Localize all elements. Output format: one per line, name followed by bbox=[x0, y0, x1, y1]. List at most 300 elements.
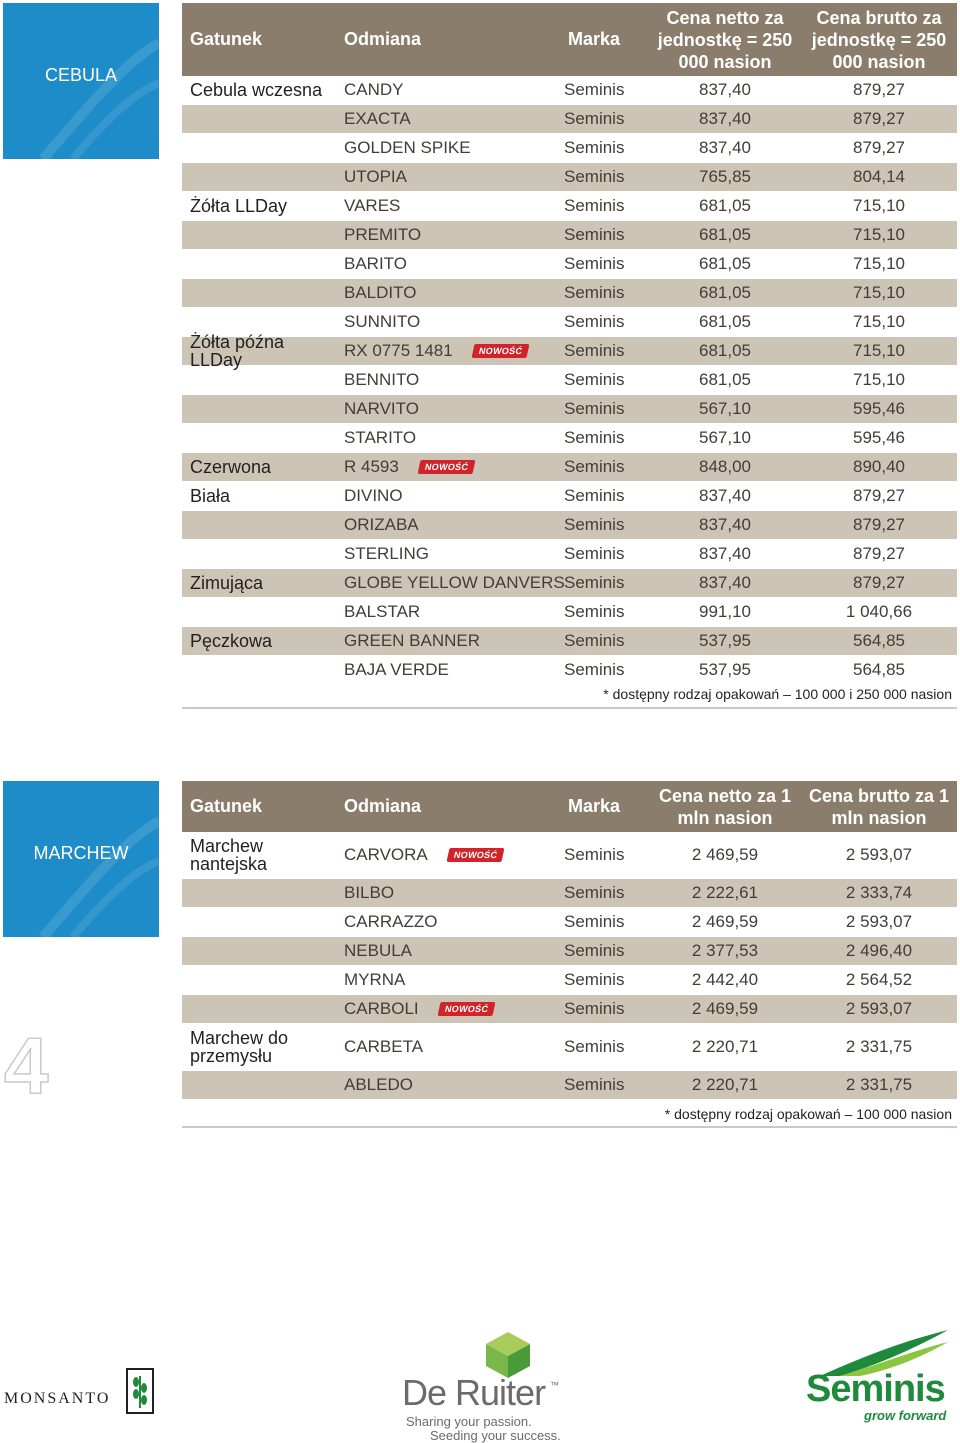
variety-text: STERLING bbox=[344, 544, 430, 563]
gross-price-cell bbox=[804, 192, 954, 220]
brand-text: Seminis bbox=[564, 312, 625, 331]
gross-price-cell bbox=[804, 163, 954, 191]
brand-text: Seminis bbox=[564, 341, 625, 360]
net-text: 848,00 bbox=[699, 457, 751, 476]
variety-text: ABLEDO bbox=[344, 1075, 413, 1094]
species-cell bbox=[190, 540, 340, 568]
variety-cell bbox=[344, 453, 474, 481]
variety-text: CARRAZZO bbox=[344, 912, 438, 931]
variety-text: CARBETA bbox=[344, 1037, 424, 1056]
variety-cell bbox=[344, 908, 438, 936]
brand-cell bbox=[564, 395, 624, 423]
brand-cell bbox=[564, 76, 624, 104]
net-price-cell bbox=[650, 540, 800, 568]
gross-text: 879,27 bbox=[853, 80, 905, 99]
gross-text: 2 593,07 bbox=[845, 999, 913, 1018]
header-odmiana: Odmiana bbox=[344, 29, 422, 49]
seminis-tagline: grow forward bbox=[864, 1408, 947, 1423]
gross-price-cell bbox=[804, 105, 954, 133]
species-cell bbox=[190, 366, 340, 394]
gross-price-cell bbox=[804, 879, 954, 907]
table-row bbox=[182, 656, 957, 685]
table-row bbox=[182, 598, 957, 627]
net-price-cell bbox=[650, 366, 800, 394]
brand-text: Seminis bbox=[564, 486, 625, 505]
brand-text: Seminis bbox=[564, 1037, 625, 1056]
brand-cell bbox=[564, 482, 624, 510]
brand-cell bbox=[564, 966, 624, 994]
table-row bbox=[182, 76, 957, 105]
brand-text: Seminis bbox=[564, 515, 625, 534]
net-text: 567,10 bbox=[699, 428, 751, 447]
species-cell bbox=[190, 569, 340, 597]
brand-cell bbox=[564, 250, 624, 278]
gross-text: 2 331,75 bbox=[845, 1075, 913, 1094]
brand-cell bbox=[564, 134, 624, 162]
net-price-cell bbox=[650, 76, 800, 104]
variety-cell bbox=[344, 879, 394, 907]
gross-text: 2 331,75 bbox=[845, 1037, 913, 1056]
table-row bbox=[182, 366, 957, 395]
marchew-bottom-rule bbox=[182, 1126, 957, 1128]
gross-text: 715,10 bbox=[853, 254, 905, 273]
gross-price-cell bbox=[804, 832, 954, 878]
species-cell bbox=[190, 598, 340, 626]
gross-price-cell bbox=[804, 569, 954, 597]
net-text: 2 469,59 bbox=[691, 912, 759, 931]
variety-cell bbox=[344, 569, 565, 597]
variety-cell bbox=[344, 627, 480, 655]
gross-text: 879,27 bbox=[853, 486, 905, 505]
marchew-price-table bbox=[182, 781, 957, 1100]
gross-price-cell bbox=[804, 995, 954, 1023]
species-cell bbox=[190, 482, 340, 510]
variety-text: UTOPIA bbox=[344, 167, 407, 186]
gross-price-cell bbox=[804, 395, 954, 423]
gross-text: 595,46 bbox=[853, 399, 905, 418]
net-price-cell bbox=[650, 221, 800, 249]
net-price-cell bbox=[650, 163, 800, 191]
gross-text: 715,10 bbox=[853, 196, 905, 215]
gross-text: 564,85 bbox=[853, 631, 905, 650]
net-text: 2 220,71 bbox=[691, 1075, 759, 1094]
brand-cell bbox=[564, 1024, 624, 1070]
net-price-cell bbox=[650, 908, 800, 936]
species-cell bbox=[190, 453, 340, 481]
species-cell bbox=[190, 627, 340, 655]
species-cell bbox=[190, 395, 340, 423]
brand-cell bbox=[564, 221, 624, 249]
table-row bbox=[182, 332, 957, 370]
gross-text: 2 496,40 bbox=[845, 941, 913, 960]
gross-text: 879,27 bbox=[853, 109, 905, 128]
brand-cell bbox=[564, 453, 624, 481]
variety-text: BENNITO bbox=[344, 370, 420, 389]
gross-price-cell bbox=[804, 337, 954, 365]
table-row bbox=[182, 250, 957, 279]
variety-cell bbox=[344, 163, 407, 191]
brand-text: Seminis bbox=[564, 370, 625, 389]
species-cell bbox=[190, 908, 340, 936]
gross-price-cell bbox=[804, 511, 954, 539]
net-text: 681,05 bbox=[699, 341, 751, 360]
species-cell bbox=[190, 1071, 340, 1099]
table-row bbox=[182, 540, 957, 569]
section-label: MARCHEW bbox=[33, 843, 129, 863]
net-text: 837,40 bbox=[699, 486, 751, 505]
species-cell bbox=[190, 424, 340, 452]
net-price-cell bbox=[650, 995, 800, 1023]
net-text: 837,40 bbox=[699, 573, 751, 592]
variety-text: NARVITO bbox=[344, 399, 419, 418]
species-cell bbox=[190, 832, 340, 878]
brand-cell bbox=[564, 163, 624, 191]
brand-text: Seminis bbox=[564, 167, 625, 186]
variety-text: MYRNA bbox=[344, 970, 406, 989]
table-row bbox=[182, 879, 957, 908]
gross-text: 879,27 bbox=[853, 138, 905, 157]
net-price-cell bbox=[650, 250, 800, 278]
net-price-cell bbox=[650, 1071, 800, 1099]
net-text: 681,05 bbox=[699, 283, 751, 302]
variety-text: BILBO bbox=[344, 883, 395, 902]
marchew-section-box bbox=[3, 781, 159, 937]
cebula-footnote: * dostępny rodzaj opakowań – 100 000 i 250 000 nasion bbox=[603, 686, 952, 702]
variety-text: ORIZABA bbox=[344, 515, 419, 534]
species-cell bbox=[190, 511, 340, 539]
species-cell bbox=[190, 250, 340, 278]
net-price-cell bbox=[650, 832, 800, 878]
gross-price-cell bbox=[804, 656, 954, 684]
species-text: Pęczkowa bbox=[190, 631, 273, 651]
species-cell bbox=[190, 966, 340, 994]
gross-price-cell bbox=[804, 134, 954, 162]
species-text: Zimująca bbox=[190, 573, 264, 593]
table-row bbox=[182, 569, 957, 598]
table-row bbox=[182, 1071, 957, 1100]
variety-cell bbox=[344, 995, 494, 1023]
gross-price-cell bbox=[804, 908, 954, 936]
species-cell bbox=[190, 995, 340, 1023]
net-price-cell bbox=[650, 337, 800, 365]
variety-text: GOLDEN SPIKE bbox=[344, 138, 471, 157]
net-text: 837,40 bbox=[699, 138, 751, 157]
header-brutto: Cena brutto za 1 mln nasion bbox=[808, 785, 950, 828]
net-price-cell bbox=[650, 879, 800, 907]
table-row bbox=[182, 908, 957, 937]
gross-text: 715,10 bbox=[853, 370, 905, 389]
variety-cell bbox=[344, 250, 407, 278]
header-gatunek: Gatunek bbox=[190, 29, 263, 49]
brand-cell bbox=[564, 308, 624, 336]
brand-cell bbox=[564, 832, 624, 878]
net-text: 681,05 bbox=[699, 312, 751, 331]
net-price-cell bbox=[650, 192, 800, 220]
variety-text: EXACTA bbox=[344, 109, 411, 128]
gross-text: 879,27 bbox=[853, 544, 905, 563]
variety-text: PREMITO bbox=[344, 225, 422, 244]
brand-cell bbox=[564, 598, 624, 626]
cebula-price-table bbox=[182, 3, 957, 685]
gross-price-cell bbox=[804, 366, 954, 394]
gross-text: 2 333,74 bbox=[845, 883, 913, 902]
wheat-icon bbox=[126, 1368, 154, 1414]
variety-cell bbox=[344, 105, 411, 133]
variety-cell bbox=[344, 134, 471, 162]
gross-price-cell bbox=[804, 308, 954, 336]
variety-text: GREEN BANNER bbox=[344, 631, 481, 650]
cebula-bottom-rule bbox=[182, 707, 957, 709]
gross-text: 2 593,07 bbox=[845, 845, 913, 864]
variety-text: VARES bbox=[344, 196, 401, 215]
table-header bbox=[182, 3, 957, 76]
net-price-cell bbox=[650, 453, 800, 481]
brand-text: Seminis bbox=[564, 883, 625, 902]
species-text: Żółta późna LLDay bbox=[190, 332, 285, 370]
variety-cell bbox=[344, 540, 429, 568]
gross-text: 890,40 bbox=[853, 457, 905, 476]
brand-text: Seminis bbox=[564, 80, 625, 99]
net-text: 567,10 bbox=[699, 399, 751, 418]
variety-text: DIVINO bbox=[344, 486, 403, 505]
new-badge: NOWOŚĆ bbox=[446, 848, 504, 862]
variety-cell bbox=[344, 395, 419, 423]
net-text: 837,40 bbox=[699, 80, 751, 99]
species-cell bbox=[190, 879, 340, 907]
deruiter-wordmark: De Ruiter bbox=[402, 1372, 546, 1413]
gross-price-cell bbox=[804, 424, 954, 452]
table-row bbox=[182, 995, 957, 1024]
gross-text: 2 593,07 bbox=[845, 912, 913, 931]
table-row bbox=[182, 966, 957, 995]
variety-text: BALSTAR bbox=[344, 602, 421, 621]
variety-cell bbox=[344, 76, 404, 104]
brand-cell bbox=[564, 995, 624, 1023]
species-cell bbox=[190, 76, 340, 104]
seminis-logo bbox=[806, 1328, 958, 1428]
deruiter-tm: ™ bbox=[550, 1380, 559, 1390]
brand-text: Seminis bbox=[564, 941, 625, 960]
table-row bbox=[182, 395, 957, 424]
net-text: 681,05 bbox=[699, 196, 751, 215]
net-price-cell bbox=[650, 1024, 800, 1070]
gross-price-cell bbox=[804, 279, 954, 307]
species-cell bbox=[190, 1024, 340, 1070]
table-row bbox=[182, 937, 957, 966]
gross-text: 879,27 bbox=[853, 515, 905, 534]
deruiter-tagline-1: Sharing your passion. bbox=[406, 1414, 532, 1429]
gross-price-cell bbox=[804, 1024, 954, 1070]
gross-price-cell bbox=[804, 598, 954, 626]
new-badge: NOWOŚĆ bbox=[437, 1002, 495, 1016]
gross-text: 804,14 bbox=[853, 167, 905, 186]
gross-price-cell bbox=[804, 937, 954, 965]
net-text: 991,10 bbox=[699, 602, 751, 621]
species-cell bbox=[190, 163, 340, 191]
brand-text: Seminis bbox=[564, 573, 625, 592]
variety-text: CANDY bbox=[344, 80, 404, 99]
brand-text: Seminis bbox=[564, 845, 625, 864]
net-price-cell bbox=[650, 279, 800, 307]
gross-price-cell bbox=[804, 482, 954, 510]
table-row bbox=[182, 453, 957, 482]
net-text: 2 377,53 bbox=[691, 941, 759, 960]
gross-text: 715,10 bbox=[853, 283, 905, 302]
net-text: 537,95 bbox=[699, 631, 751, 650]
variety-cell bbox=[344, 966, 405, 994]
species-text: Biała bbox=[190, 486, 231, 506]
net-text: 537,95 bbox=[699, 660, 751, 679]
species-cell bbox=[190, 105, 340, 133]
gross-text: 564,85 bbox=[853, 660, 905, 679]
variety-cell bbox=[344, 482, 403, 510]
species-cell bbox=[190, 134, 340, 162]
net-text: 2 442,40 bbox=[691, 970, 759, 989]
gross-price-cell bbox=[804, 250, 954, 278]
header-gatunek: Gatunek bbox=[190, 796, 263, 816]
monsanto-logo bbox=[4, 1368, 154, 1418]
brand-cell bbox=[564, 569, 624, 597]
net-price-cell bbox=[650, 598, 800, 626]
table-row bbox=[182, 627, 957, 656]
net-text: 2 220,71 bbox=[691, 1037, 759, 1056]
net-price-cell bbox=[650, 308, 800, 336]
brand-text: Seminis bbox=[564, 428, 625, 447]
variety-cell bbox=[344, 279, 416, 307]
table-row bbox=[182, 163, 957, 192]
net-price-cell bbox=[650, 656, 800, 684]
brand-text: Seminis bbox=[564, 109, 625, 128]
brand-cell bbox=[564, 279, 624, 307]
variety-text: SUNNITO bbox=[344, 312, 421, 331]
brand-cell bbox=[564, 337, 624, 365]
gross-price-cell bbox=[804, 627, 954, 655]
net-text: 681,05 bbox=[699, 225, 751, 244]
brand-text: Seminis bbox=[564, 631, 625, 650]
table-row bbox=[182, 1024, 957, 1071]
brand-cell bbox=[564, 908, 624, 936]
net-price-cell bbox=[650, 134, 800, 162]
brand-cell bbox=[564, 656, 624, 684]
brand-cell bbox=[564, 105, 624, 133]
net-price-cell bbox=[650, 966, 800, 994]
net-price-cell bbox=[650, 511, 800, 539]
brand-cell bbox=[564, 937, 624, 965]
gross-text: 595,46 bbox=[853, 428, 905, 447]
variety-cell bbox=[344, 598, 420, 626]
net-price-cell bbox=[650, 424, 800, 452]
table-row bbox=[182, 832, 957, 879]
net-text: 837,40 bbox=[699, 109, 751, 128]
variety-cell bbox=[344, 192, 400, 220]
brand-text: Seminis bbox=[564, 999, 625, 1018]
net-text: 837,40 bbox=[699, 515, 751, 534]
gross-text: 2 564,52 bbox=[845, 970, 913, 989]
variety-cell bbox=[344, 656, 449, 684]
brand-text: Seminis bbox=[564, 283, 625, 302]
table-row bbox=[182, 279, 957, 308]
brand-text: Seminis bbox=[564, 225, 625, 244]
table-body bbox=[182, 76, 957, 685]
variety-cell bbox=[344, 337, 528, 365]
brand-cell bbox=[564, 879, 624, 907]
variety-text: BALDITO bbox=[344, 283, 417, 302]
table-row bbox=[182, 424, 957, 453]
table-row bbox=[182, 482, 957, 511]
table-header bbox=[182, 781, 957, 832]
species-text: Żółta LLDay bbox=[190, 196, 288, 216]
gross-price-cell bbox=[804, 1071, 954, 1099]
gross-price-cell bbox=[804, 966, 954, 994]
gross-text: 1 040,66 bbox=[845, 602, 913, 621]
new-badge: NOWOŚĆ bbox=[417, 460, 475, 474]
variety-cell bbox=[344, 424, 416, 452]
header-netto: Cena netto za jednostkę = 250 000 nasion bbox=[657, 7, 793, 72]
variety-text: R 4593 bbox=[344, 457, 399, 476]
seminis-wordmark: Seminis bbox=[806, 1368, 945, 1410]
species-cell bbox=[190, 192, 340, 220]
net-price-cell bbox=[650, 395, 800, 423]
brand-text: Seminis bbox=[564, 1075, 625, 1094]
deruiter-logo bbox=[400, 1330, 570, 1442]
species-cell bbox=[190, 656, 340, 684]
monsanto-wordmark: MONSANTO bbox=[4, 1390, 111, 1407]
header-marka: Marka bbox=[568, 796, 621, 816]
table-row bbox=[182, 105, 957, 134]
brand-cell bbox=[564, 1071, 624, 1099]
variety-text: BARITO bbox=[344, 254, 407, 273]
variety-text: CARBOLI bbox=[344, 999, 419, 1018]
cebula-section-box bbox=[3, 3, 159, 159]
header-netto: Cena netto za 1 mln nasion bbox=[658, 785, 792, 828]
net-price-cell bbox=[650, 569, 800, 597]
net-text: 765,85 bbox=[699, 167, 751, 186]
table-row bbox=[182, 192, 957, 221]
brand-cell bbox=[564, 511, 624, 539]
net-text: 2 469,59 bbox=[691, 845, 759, 864]
header-marka: Marka bbox=[568, 29, 621, 49]
gross-price-cell bbox=[804, 453, 954, 481]
variety-text: STARITO bbox=[344, 428, 417, 447]
net-text: 681,05 bbox=[699, 254, 751, 273]
new-badge: NOWOŚĆ bbox=[471, 344, 529, 358]
header-odmiana: Odmiana bbox=[344, 796, 422, 816]
variety-text: GLOBE YELLOW DANVERS bbox=[344, 573, 565, 592]
species-cell bbox=[190, 332, 340, 370]
header-brutto: Cena brutto za jednostkę = 250 000 nasion bbox=[811, 7, 947, 72]
brand-text: Seminis bbox=[564, 544, 625, 563]
variety-text: BAJA VERDE bbox=[344, 660, 449, 679]
page-number: 4 bbox=[4, 1021, 49, 1110]
brand-text: Seminis bbox=[564, 254, 625, 273]
brand-cell bbox=[564, 540, 624, 568]
variety-cell bbox=[344, 511, 419, 539]
gross-price-cell bbox=[804, 76, 954, 104]
net-price-cell bbox=[650, 482, 800, 510]
brand-text: Seminis bbox=[564, 457, 625, 476]
gross-text: 715,10 bbox=[853, 225, 905, 244]
net-price-cell bbox=[650, 105, 800, 133]
brand-text: Seminis bbox=[564, 399, 625, 418]
section-label: CEBULA bbox=[44, 65, 118, 85]
marchew-footnote: * dostępny rodzaj opakowań – 100 000 nasion bbox=[664, 1106, 952, 1122]
table-row bbox=[182, 134, 957, 163]
variety-cell bbox=[344, 1024, 423, 1070]
species-text: Cebula wczesna bbox=[190, 80, 323, 100]
net-price-cell bbox=[650, 937, 800, 965]
brand-text: Seminis bbox=[564, 660, 625, 679]
brand-text: Seminis bbox=[564, 138, 625, 157]
